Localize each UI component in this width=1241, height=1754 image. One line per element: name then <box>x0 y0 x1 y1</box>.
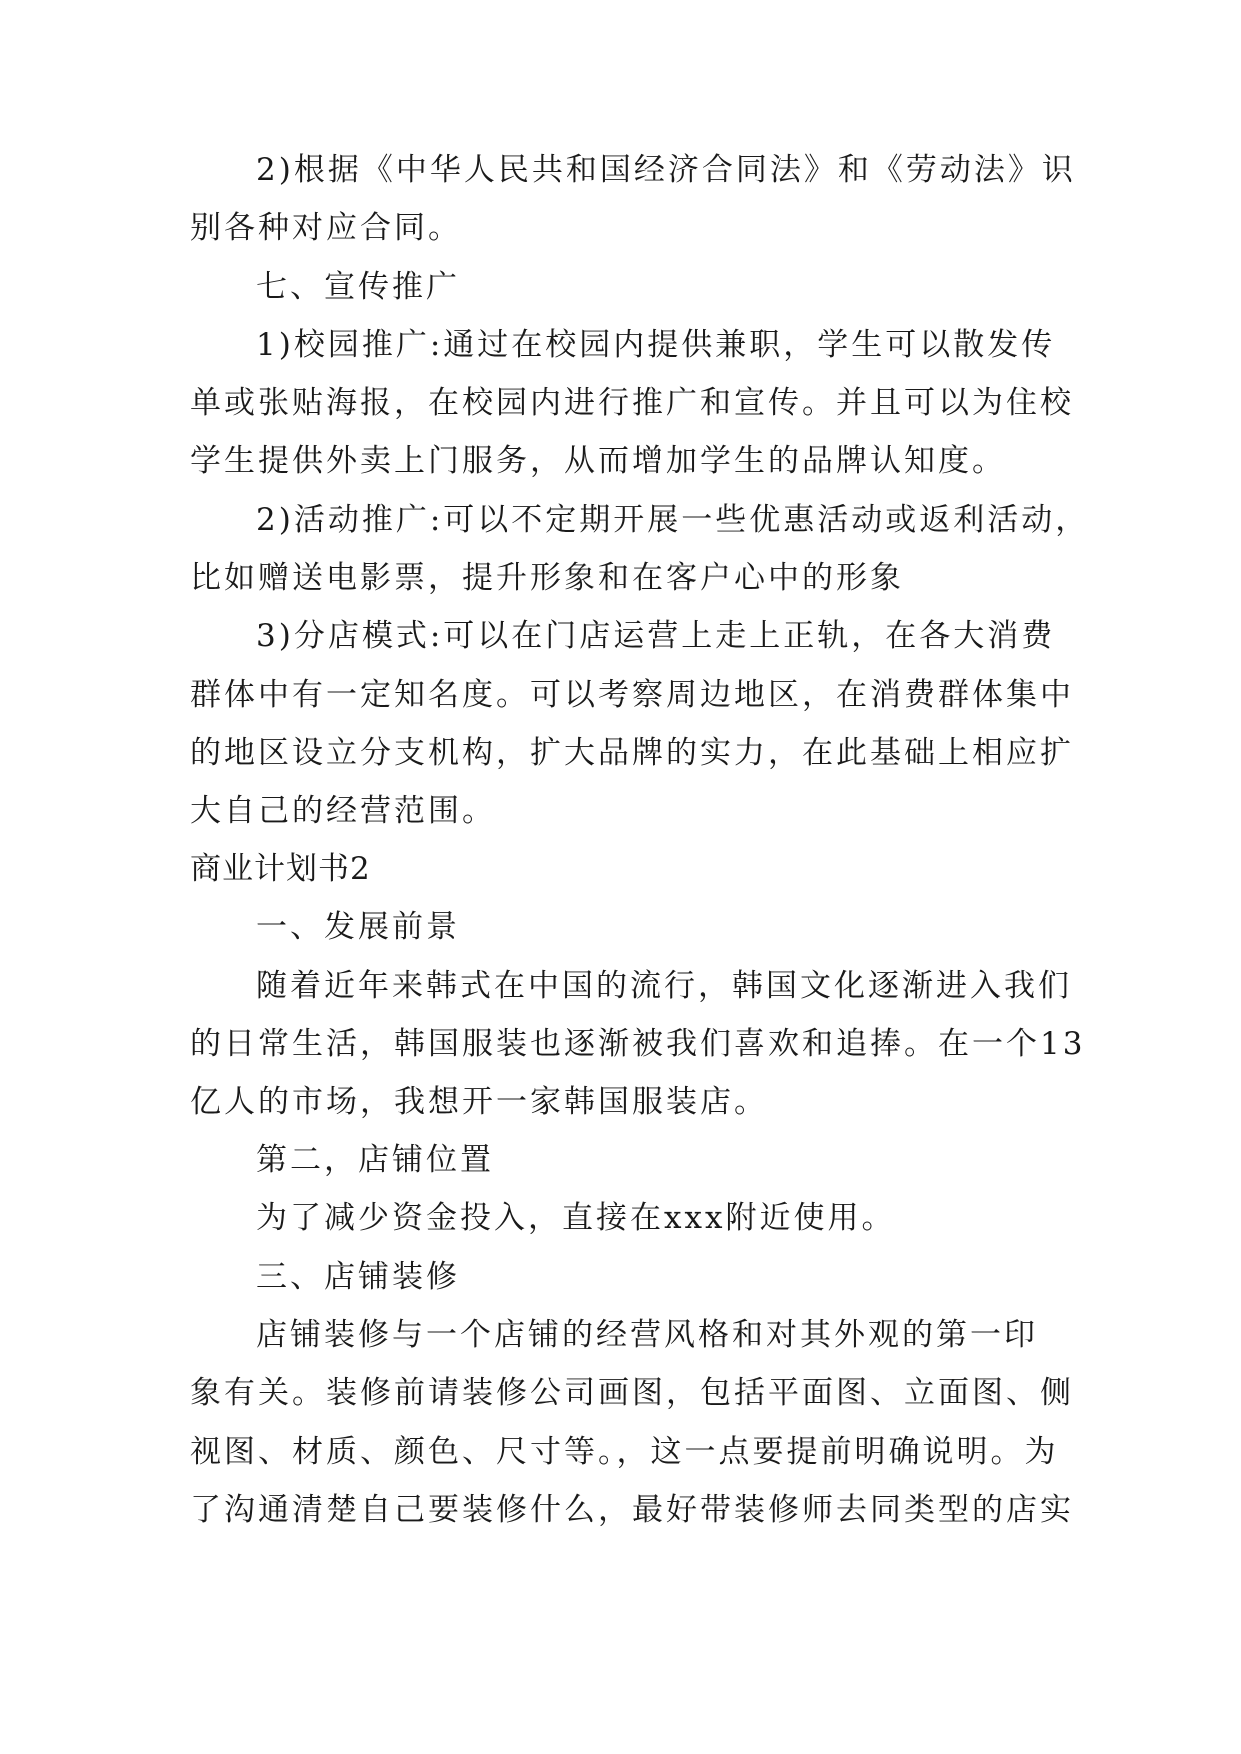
paragraph-line: 3)分店模式:可以在门店运营上走上正轨，在各大消费 <box>256 618 1056 654</box>
paragraph-line: 的日常生活，韩国服装也逐渐被我们喜欢和追捧。在一个13 <box>190 1026 1086 1062</box>
paragraph-line: 别各种对应合同。 <box>190 210 462 246</box>
section-heading: 三、店铺装修 <box>256 1259 460 1295</box>
paragraph-line: 店铺装修与一个店铺的经营风格和对其外观的第一印 <box>256 1317 1038 1353</box>
paragraph-line: 1)校园推广:通过在校园内提供兼职，学生可以散发传 <box>256 327 1056 363</box>
paragraph-line: 了沟通清楚自己要装修什么，最好带装修师去同类型的店实 <box>190 1492 1074 1528</box>
paragraph-line: 象有关。装修前请装修公司画图，包括平面图、立面图、侧 <box>190 1375 1074 1411</box>
paragraph-line: 比如赠送电影票，提升形象和在客户心中的形象 <box>190 560 904 596</box>
paragraph-line: 大自己的经营范围。 <box>190 793 496 829</box>
paragraph-line: 群体中有一定知名度。可以考察周边地区，在消费群体集中 <box>190 677 1074 713</box>
paragraph-line: 学生提供外卖上门服务，从而增加学生的品牌认知度。 <box>190 443 1006 479</box>
paragraph-line: 2)根据《中华人民共和国经济合同法》和《劳动法》识 <box>256 152 1076 188</box>
paragraph-line: 2)活动推广:可以不定期开展一些优惠活动或返利活动， <box>256 502 1090 538</box>
paragraph-line: 亿人的市场，我想开一家韩国服装店。 <box>190 1084 768 1120</box>
paragraph-line: 随着近年来韩式在中国的流行，韩国文化逐渐进入我们 <box>256 968 1072 1004</box>
paragraph-line: 单或张贴海报，在校园内进行推广和宣传。并且可以为住校 <box>190 385 1074 421</box>
section-heading: 七、宣传推广 <box>256 269 460 305</box>
section-heading: 第二，店铺位置 <box>256 1142 494 1178</box>
section-heading: 一、发展前景 <box>256 909 460 945</box>
paragraph-line: 为了减少资金投入，直接在xxx附近使用。 <box>256 1200 896 1236</box>
paragraph-line: 视图、材质、颜色、尺寸等。，这一点要提前明确说明。为 <box>190 1434 1059 1470</box>
paragraph-line: 的地区设立分支机构，扩大品牌的实力，在此基础上相应扩 <box>190 735 1074 771</box>
document-title: 商业计划书2 <box>190 851 371 887</box>
